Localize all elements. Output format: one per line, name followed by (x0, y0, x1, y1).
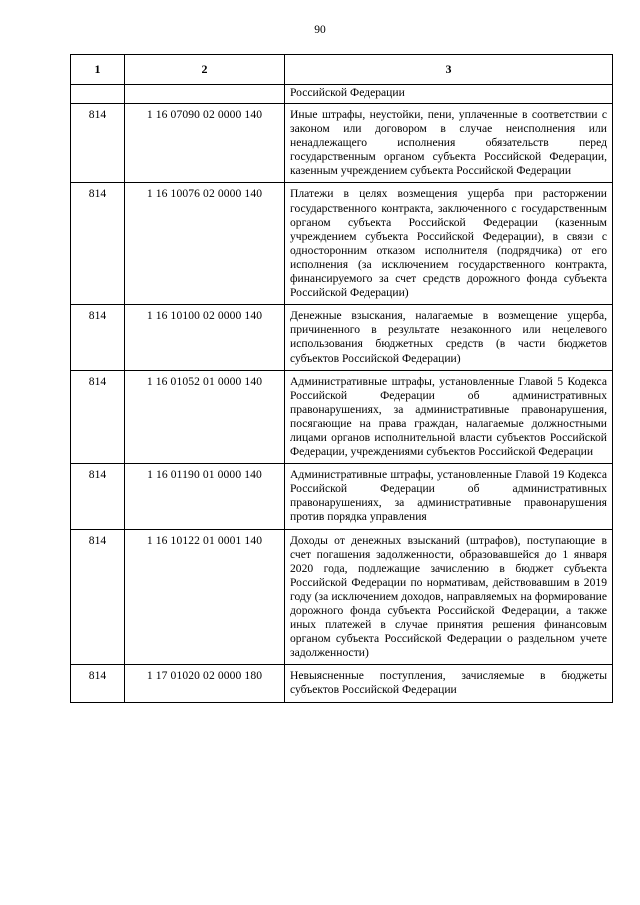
table-row (71, 665, 613, 702)
budget-code-cell: 1 16 07090 02 0000 140 (125, 104, 285, 183)
empty-cell (71, 85, 125, 104)
budget-code-cell: 1 16 10100 02 0000 140 (125, 305, 285, 370)
table-row (71, 464, 613, 529)
revenue-code-table (70, 54, 613, 703)
description-cell: Доходы от денежных взысканий (штрафов), поступающие в счет погашения задолженности, образовавшейся до 1 января 2020 года, подлежащие зачислению в бюджет субъекта Российской Федерации по нормативам, действовавшим в 2019 году (за исключением доходов, направляемых на формирование дорожного фонда субъекта Российской Федерации, а также иных платежей в случае принятия решения финансовым органом субъекта Российской Федерации о раздельном учете задолженности) (285, 529, 613, 665)
description-cell: Административные штрафы, установленные Главой 19 Кодекса Российской Федерации об административных правонарушениях, за административные правонарушения против порядка управления (285, 464, 613, 529)
empty-cell (125, 85, 285, 104)
admin-code-cell: 814 (71, 183, 125, 305)
description-cell: Административные штрафы, установленные Главой 5 Кодекса Российской Федерации об административных правонарушениях, за административные правонарушения, посягающие на права граждан, налагаемые должностными лицами органов исполнительной власти субъектов Российской Федерации, учреждениями субъектов Российской Федерации (285, 370, 613, 464)
budget-code-cell: 1 16 10122 01 0001 140 (125, 529, 285, 665)
admin-code-cell: 814 (71, 104, 125, 183)
description-cell: Платежи в целях возмещения ущерба при расторжении государственного контракта, заключенного с государственным органом субъекта Российской Федерации (казенным учреждением субъекта Российской Федерации), в связи с односторонним отказом исполнителя (подрядчика) от его исполнения (за исключением государственного контракта, финансируемого за счет средств дорожного фонда субъекта Российской Федерации) (285, 183, 613, 305)
admin-code-cell: 814 (71, 529, 125, 665)
admin-code-cell: 814 (71, 665, 125, 702)
admin-code-cell: 814 (71, 464, 125, 529)
admin-code-cell: 814 (71, 370, 125, 464)
description-cell: Иные штрафы, неустойки, пени, уплаченные в соответствии с законом или договором в случае неисполнения или ненадлежащего исполнения обязательств перед государственным органом субъекта Российской Федерации, казенным учреждением субъекта Российской Федерации (285, 104, 613, 183)
continued-description: Российской Федерации (285, 85, 613, 104)
budget-code-cell: 1 16 01052 01 0000 140 (125, 370, 285, 464)
table-header-row (71, 55, 613, 85)
admin-code-cell: 814 (71, 305, 125, 370)
budget-code-cell: 1 16 10076 02 0000 140 (125, 183, 285, 305)
column-header-3: 3 (285, 55, 613, 85)
description-cell: Невыясненные поступления, зачисляемые в бюджеты субъектов Российской Федерации (285, 665, 613, 702)
page-number: 90 (314, 24, 326, 36)
table-row (71, 305, 613, 370)
table-row (71, 370, 613, 464)
table-row (71, 529, 613, 665)
column-header-2: 2 (125, 55, 285, 85)
budget-code-cell: 1 17 01020 02 0000 180 (125, 665, 285, 702)
continued-row (71, 85, 613, 104)
column-header-1: 1 (71, 55, 125, 85)
table-row (71, 183, 613, 305)
budget-code-cell: 1 16 01190 01 0000 140 (125, 464, 285, 529)
description-cell: Денежные взыскания, налагаемые в возмещение ущерба, причиненного в результате незаконного или нецелевого использования бюджетных средств (в части бюджетов субъектов Российской Федерации) (285, 305, 613, 370)
table-row (71, 104, 613, 183)
